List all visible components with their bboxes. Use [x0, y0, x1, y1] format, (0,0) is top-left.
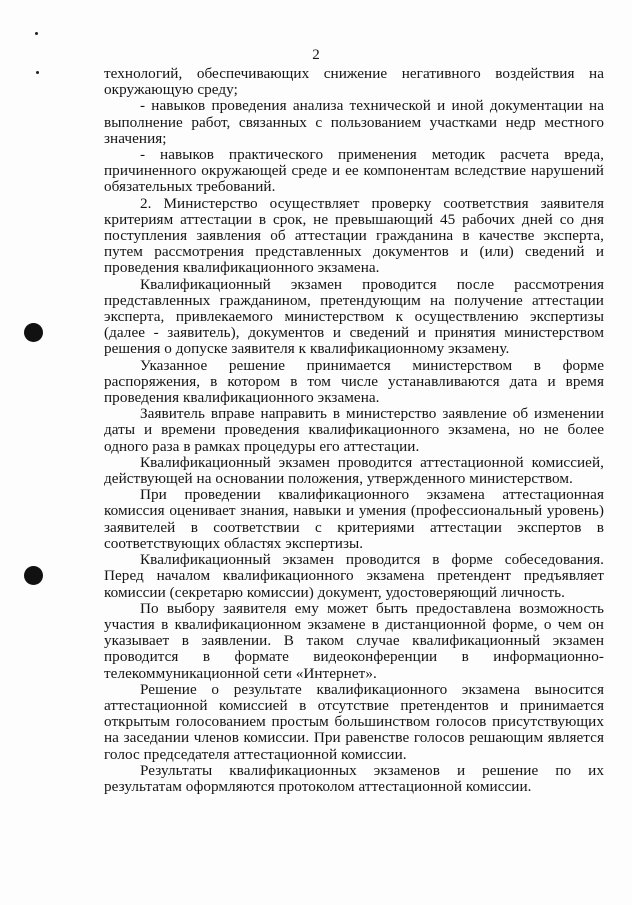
paragraph: 2. Министерство осуществляет проверку соответствия заявителя критериям аттестации в срок, не превышающий 45 рабочих дней со дня поступления заявления об аттестации гражданина в качестве эксперта, путем рассмотрения представленных документов и (или) сведений и проведения квалификационного экзамена. [104, 194, 604, 277]
paragraph: Решение о результате квалификационного экзамена выносится аттестационной комиссией в отсутствие претендентов и принимается открытым голосованием простым большинством голосов присутствующих на заседании членов комиссии. При равенстве голосов решающим является голос председателя аттестационной комиссии. [104, 680, 604, 763]
punch-hole [24, 323, 43, 342]
paragraph: По выбору заявителя ему может быть предоставлена возможность участия в квалификационном экзамене в дистанционной форме, о чем он указывает в заявлении. В таком случае квалификационный экзамен проводится в формате видеоконференции в информационно-телекоммуникационной сети «Интернет». [104, 599, 604, 682]
punch-hole [24, 566, 43, 585]
paragraph: Заявитель вправе направить в министерство заявление об изменении даты и времени проведения квалификационного экзамена, но не более одного раза в рамках процедуры его аттестации. [104, 405, 604, 455]
paragraph: Квалификационный экзамен проводится аттестационной комиссией, действующей на основании положения, утвержденного министерством. [104, 453, 604, 488]
paragraph: - навыков практического применения методик расчета вреда, причиненного окружающей среде и ее компонентам вследствие нарушений обязательных требований. [104, 146, 604, 196]
paragraph: технологий, обеспечивающих снижение негативного воздействия на окружающую среду; [104, 65, 604, 99]
paragraph: При проведении квалификационного экзамена аттестационная комиссия оценивает знания, навыки и умения (профессиональный уровень) заявителей в соответствии с критериями аттестации экспертов в соответствующих областях экспертизы. [104, 486, 604, 552]
page-number: 2 [312, 47, 320, 63]
paragraph: Указанное решение принимается министерством в форме распоряжения, в котором в том числе устанавливаются дата и время проведения квалификационного экзамена. [104, 356, 604, 407]
document-body [104, 66, 604, 795]
paragraph: Квалификационный экзамен проводится после рассмотрения представленных гражданином, претендующим на получение аттестации эксперта, привлекаемого министерством к осуществлению экспертизы (далее - заявитель), документов и сведений и принятия министерством решения о допуске заявителя к квалификационному экзамену. [104, 275, 604, 358]
paragraph: Результаты квалификационных экзаменов и решение по их результатам оформляются протоколом аттестационной комиссии. [104, 761, 604, 795]
scan-speck [36, 71, 39, 74]
scan-speck [35, 32, 38, 35]
paragraph: - навыков проведения анализа технической и иной документации на выполнение работ, связанных с пользованием участками недр местного значения; [104, 97, 604, 147]
paragraph: Квалификационный экзамен проводится в форме собеседования. Перед началом квалификационного экзамена претендент предъявляет комиссии (секретарю комиссии) документ, удостоверяющий личность. [104, 551, 604, 601]
